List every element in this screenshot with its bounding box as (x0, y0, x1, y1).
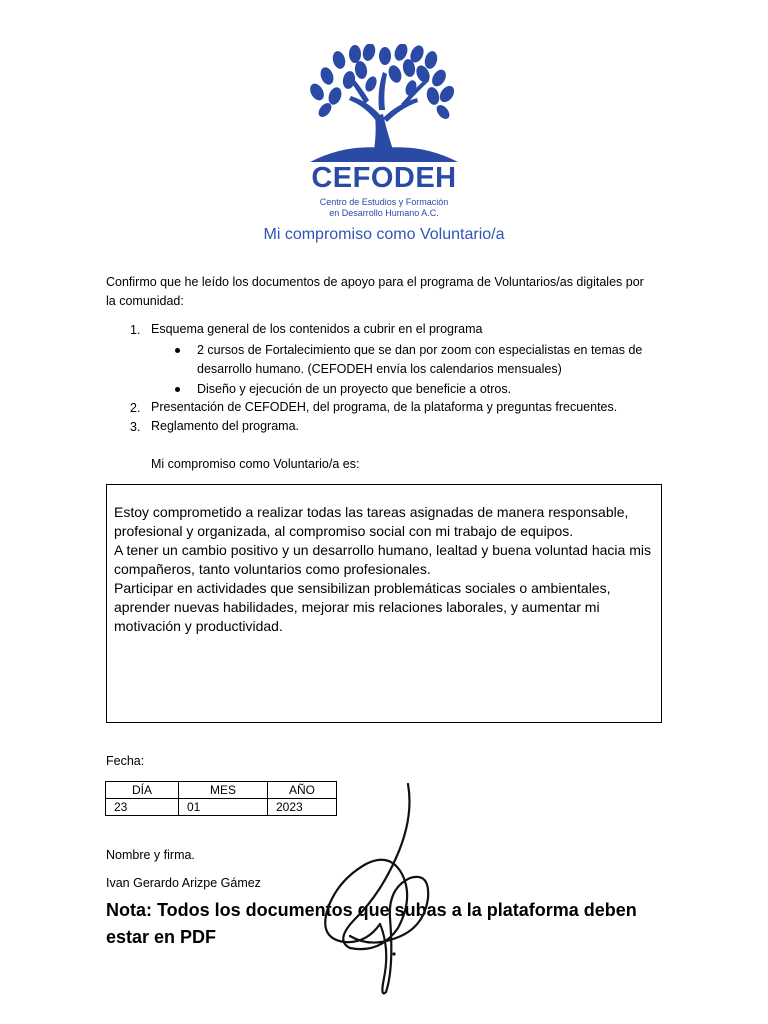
sub-item-1-line-1: 2 cursos de Fortalecimiento que se dan por zoom con especialistas en temas de (197, 343, 643, 357)
list-item-1: Esquema general de los contenidos a cubrir en el programa (151, 322, 483, 336)
commitment-line: compañeros, tanto voluntarios como profesionales. (114, 561, 431, 577)
date-header-day: DÍA (106, 782, 179, 799)
date-month: 01 (179, 799, 268, 816)
date-year: 2023 (268, 799, 337, 816)
org-subtitle-2: en Desarrollo Humano A.C. (329, 208, 439, 218)
intro-line-2: la comunidad: (106, 294, 184, 308)
date-label: Fecha: (106, 754, 145, 768)
commitment-line: A tener un cambio positivo y un desarrollo humano, lealtad y buena voluntad hacia mis (114, 542, 651, 558)
sub-item-1-line-2: desarrollo humano. (CEFODEH envía los calendarios mensuales) (197, 362, 562, 376)
org-name: CEFODEH (311, 162, 457, 194)
tree-logo-icon (305, 44, 463, 222)
bullet-icon (175, 348, 180, 353)
page-title: Mi compromiso como Voluntario/a (263, 226, 505, 243)
date-header-year: AÑO (268, 782, 337, 799)
sub-item-2: Diseño y ejecución de un proyecto que beneficie a otros. (197, 382, 512, 396)
intro-line-1: Confirmo que he leído los documentos de apoyo para el programa de Voluntarios/as digitales por (106, 275, 644, 289)
commitment-line: motivación y productividad. (114, 618, 283, 634)
handwritten-signature (310, 778, 445, 1003)
note-line-1: Nota: Todos los documentos que subas a la plataforma deben (106, 900, 637, 920)
date-table (105, 781, 337, 816)
list-number: 1. (130, 323, 141, 337)
date-day: 23 (106, 799, 179, 816)
note-line-2: estar en PDF (106, 927, 217, 947)
list-number: 3. (130, 420, 141, 434)
commitment-line: aprender nuevas habilidades, mejorar mis relaciones laborales, y aumentar mi (114, 599, 600, 615)
commitment-text (114, 503, 654, 636)
list-item-2: Presentación de CEFODEH, del programa, de la plataforma y preguntas frecuentes. (151, 400, 618, 414)
list-item-3: Reglamento del programa. (151, 419, 299, 433)
commitment-line: Participar en actividades que sensibilizan problemáticas sociales o ambientales, (114, 580, 611, 596)
commitment-line: Estoy comprometido a realizar todas las tareas asignadas de manera responsable, (114, 504, 629, 520)
date-header-month: MES (179, 782, 268, 799)
signature-label: Nombre y firma. (106, 848, 195, 862)
commitment-line: profesional y organizada, al compromiso social con mi trabajo de equipos. (114, 523, 574, 539)
list-number: 2. (130, 401, 141, 415)
org-subtitle-1: Centro de Estudios y Formación (319, 197, 449, 207)
bullet-icon (175, 387, 180, 392)
signer-name: Ivan Gerardo Arizpe Gámez (106, 876, 261, 890)
commitment-label: Mi compromiso como Voluntario/a es: (151, 457, 360, 471)
